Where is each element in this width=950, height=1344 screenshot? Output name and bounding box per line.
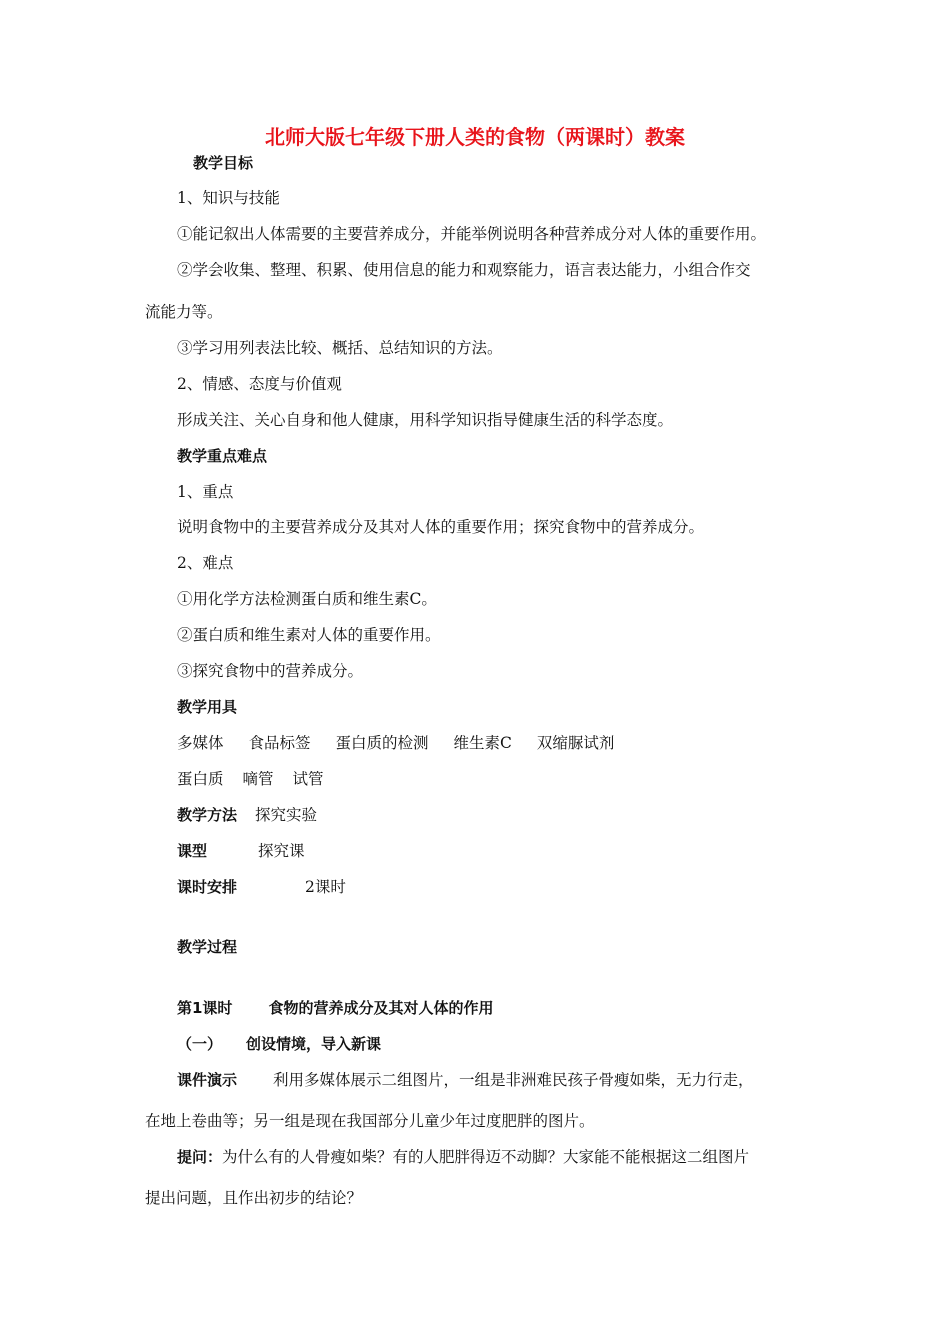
key-point-1-heading: 1、重点 [177, 483, 234, 501]
objective-1-heading: 1、知识与技能 [177, 189, 280, 207]
tool-item: 食品标签 [248, 734, 311, 752]
difficulty-b: ②蛋白质和维生素对人体的重要作用。 [177, 626, 441, 644]
schedule-label: 课时安排 [177, 878, 238, 896]
schedule-value: 2课时 [305, 878, 346, 896]
objective-2-text: 形成关注、关心自身和他人健康，用科学知识指导健康生活的科学态度。 [177, 411, 674, 429]
key-points-heading: 教学重点难点 [177, 447, 268, 465]
tools-row-2 [177, 769, 324, 789]
lesson-1-label: 第1课时 [177, 999, 233, 1017]
tool-item: 试管 [292, 770, 324, 788]
part-1-label: （一） [177, 1035, 223, 1053]
schedule-row [177, 877, 346, 897]
demo-text-1: 利用多媒体展示二组图片，一组是非洲难民孩子骨瘦如柴，无力行走， [273, 1071, 754, 1089]
tool-item: 双缩脲试剂 [536, 734, 615, 752]
question-line-1 [177, 1147, 749, 1167]
tools-row-1 [177, 733, 614, 753]
difficulty-c: ③探究食物中的营养成分。 [177, 662, 364, 680]
objective-1a: ①能记叙出人体需要的主要营养成分，并能举例说明各种营养成分对人体的重要作用。 [177, 225, 767, 243]
objective-1b-line1: ②学会收集、整理、积累、使用信息的能力和观察能力，语言表达能力，小组合作交 [177, 261, 751, 279]
question-text-1: 为什么有的人骨瘦如柴？有的人肥胖得迈不动脚？大家能不能根据这二组图片 [222, 1148, 750, 1166]
demo-label: 课件演示 [177, 1071, 238, 1089]
difficulty-a: ①用化学方法检测蛋白质和维生素C。 [177, 590, 437, 608]
document-title: 北师大版七年级下册人类的食物（两课时）教案 [265, 125, 685, 149]
method-label: 教学方法 [177, 806, 238, 824]
tool-item: 多媒体 [177, 734, 224, 752]
objective-1c: ③学习用列表法比较、概括、总结知识的方法。 [177, 339, 503, 357]
type-label: 课型 [177, 842, 208, 860]
lesson-1-title: 食物的营养成分及其对人体的作用 [268, 999, 494, 1017]
demo-line-1 [177, 1070, 754, 1090]
key-point-2-heading: 2、难点 [177, 554, 234, 572]
part-1-title: 创设情境，导入新课 [246, 1035, 382, 1053]
process-heading: 教学过程 [177, 938, 238, 956]
objective-1b-line2: 流能力等。 [145, 303, 223, 321]
type-row [177, 841, 305, 861]
objective-2-heading: 2、情感、态度与价值观 [177, 375, 342, 393]
question-label: 提问： [177, 1148, 223, 1166]
method-value: 探究实验 [255, 806, 318, 824]
type-value: 探究课 [258, 842, 305, 860]
method-row [177, 805, 317, 825]
tool-item: 蛋白质的检测 [335, 734, 429, 752]
objectives-heading: 教学目标 [193, 154, 254, 172]
question-line-2: 提出问题，且作出初步的结论？ [145, 1189, 363, 1207]
tool-item: 维生素C [453, 734, 512, 752]
tool-item: 嘀管 [242, 770, 274, 788]
tool-item: 蛋白质 [177, 770, 224, 788]
tools-heading: 教学用具 [177, 698, 238, 716]
part-1-heading [177, 1034, 381, 1054]
lesson-1-heading [177, 998, 493, 1018]
key-point-1-text: 说明食物中的主要营养成分及其对人体的重要作用；探究食物中的营养成分。 [177, 518, 705, 536]
demo-line-2: 在地上卷曲等；另一组是现在我国部分儿童少年过度肥胖的图片。 [145, 1112, 595, 1130]
